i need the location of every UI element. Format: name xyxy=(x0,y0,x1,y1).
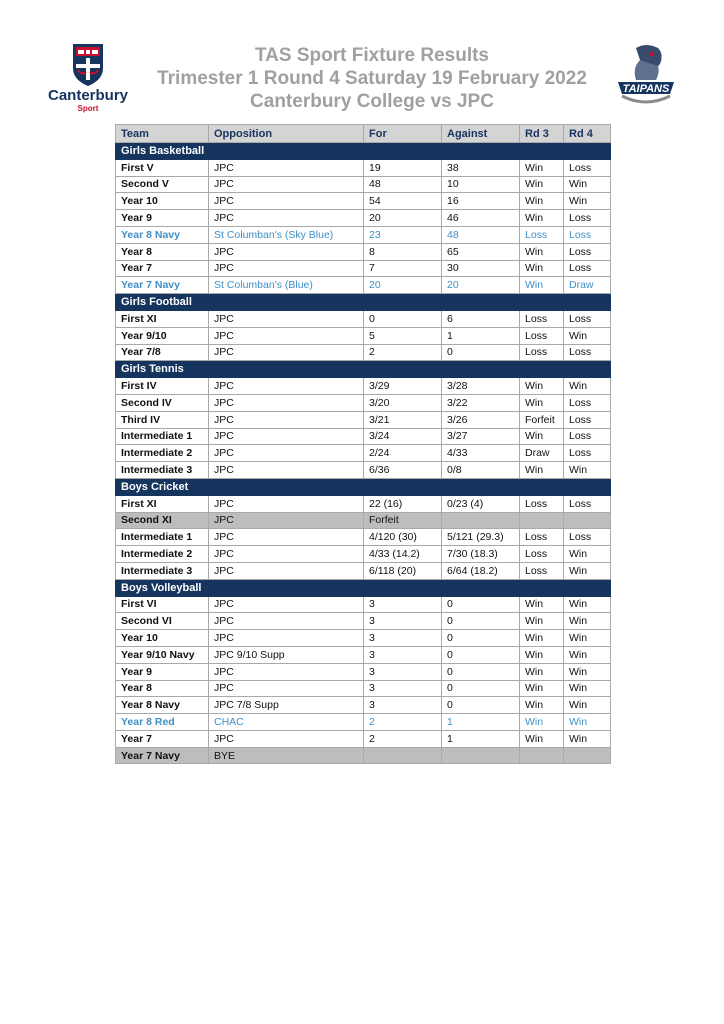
rd4-cell: Win xyxy=(564,714,611,731)
opposition-cell: JPC xyxy=(209,445,364,462)
table-row xyxy=(116,596,611,613)
opposition-cell: JPC xyxy=(209,159,364,176)
opposition-cell: JPC xyxy=(209,176,364,193)
rd3-cell: Draw xyxy=(520,445,564,462)
section-title: Girls Football xyxy=(116,294,611,311)
for-cell: 0 xyxy=(364,310,442,327)
for-cell: 6/118 (20) xyxy=(364,562,442,579)
title-line-3: Canterbury College vs JPC xyxy=(250,91,494,112)
opposition-cell: JPC xyxy=(209,378,364,395)
for-cell: Forfeit xyxy=(364,512,442,529)
rd3-cell: Win xyxy=(520,663,564,680)
for-cell: 6/36 xyxy=(364,462,442,479)
table-row xyxy=(116,394,611,411)
opposition-cell: JPC xyxy=(209,394,364,411)
opposition-cell: JPC xyxy=(209,546,364,563)
rd4-cell: Loss xyxy=(564,310,611,327)
rd3-cell: Win xyxy=(520,697,564,714)
table-row xyxy=(116,529,611,546)
rd4-cell: Win xyxy=(564,327,611,344)
table-header-row xyxy=(116,125,611,143)
against-cell: 0 xyxy=(442,596,520,613)
rd4-cell: Win xyxy=(564,630,611,647)
table-row xyxy=(116,210,611,227)
rd3-cell: Forfeit xyxy=(520,411,564,428)
for-cell: 2 xyxy=(364,714,442,731)
for-cell xyxy=(364,747,442,764)
rd3-cell: Loss xyxy=(520,529,564,546)
opposition-cell: JPC xyxy=(209,327,364,344)
against-cell: 65 xyxy=(442,243,520,260)
opposition-cell: JPC 9/10 Supp xyxy=(209,646,364,663)
opposition-cell: JPC xyxy=(209,462,364,479)
against-cell: 3/26 xyxy=(442,411,520,428)
table-row xyxy=(116,193,611,210)
for-cell: 3 xyxy=(364,630,442,647)
for-cell: 3 xyxy=(364,613,442,630)
rd4-cell xyxy=(564,512,611,529)
for-cell: 20 xyxy=(364,210,442,227)
rd4-cell: Win xyxy=(564,562,611,579)
against-cell: 1 xyxy=(442,327,520,344)
rd3-cell: Win xyxy=(520,730,564,747)
table-row xyxy=(116,546,611,563)
team-cell: Year 9/10 xyxy=(116,327,209,344)
team-cell: Year 9/10 Navy xyxy=(116,646,209,663)
rd4-cell: Loss xyxy=(564,226,611,243)
opposition-cell: JPC xyxy=(209,663,364,680)
table-row xyxy=(116,495,611,512)
svg-text:Sport: Sport xyxy=(77,104,99,113)
rd3-cell: Win xyxy=(520,159,564,176)
for-cell: 48 xyxy=(364,176,442,193)
col-header-against: Against xyxy=(442,125,520,143)
team-cell: Year 8 xyxy=(116,680,209,697)
opposition-cell: JPC xyxy=(209,193,364,210)
rd4-cell: Loss xyxy=(564,260,611,277)
against-cell: 3/28 xyxy=(442,378,520,395)
table-row xyxy=(116,277,611,294)
rd4-cell xyxy=(564,747,611,764)
for-cell: 5 xyxy=(364,327,442,344)
opposition-cell: JPC xyxy=(209,512,364,529)
team-cell: Year 10 xyxy=(116,630,209,647)
against-cell: 0/23 (4) xyxy=(442,495,520,512)
against-cell: 3/22 xyxy=(442,394,520,411)
rd3-cell xyxy=(520,512,564,529)
opposition-cell: JPC xyxy=(209,562,364,579)
against-cell: 0/8 xyxy=(442,462,520,479)
rd3-cell: Win xyxy=(520,596,564,613)
rd4-cell: Loss xyxy=(564,495,611,512)
rd3-cell: Win xyxy=(520,193,564,210)
rd3-cell: Win xyxy=(520,630,564,647)
rd4-cell: Loss xyxy=(564,344,611,361)
col-header-for: For xyxy=(364,125,442,143)
table-row xyxy=(116,428,611,445)
against-cell: 0 xyxy=(442,680,520,697)
for-cell: 22 (16) xyxy=(364,495,442,512)
team-cell: First IV xyxy=(116,378,209,395)
against-cell: 6/64 (18.2) xyxy=(442,562,520,579)
table-row xyxy=(116,562,611,579)
table-row xyxy=(116,243,611,260)
for-cell: 54 xyxy=(364,193,442,210)
for-cell: 3 xyxy=(364,663,442,680)
opposition-cell: JPC 7/8 Supp xyxy=(209,697,364,714)
team-cell: First VI xyxy=(116,596,209,613)
opposition-cell: JPC xyxy=(209,730,364,747)
opposition-cell: JPC xyxy=(209,529,364,546)
team-cell: First XI xyxy=(116,495,209,512)
rd3-cell: Win xyxy=(520,176,564,193)
team-cell: Intermediate 1 xyxy=(116,529,209,546)
against-cell: 20 xyxy=(442,277,520,294)
for-cell: 3/24 xyxy=(364,428,442,445)
section-header-row xyxy=(116,579,611,596)
rd4-cell: Win xyxy=(564,193,611,210)
rd3-cell: Win xyxy=(520,243,564,260)
for-cell: 3 xyxy=(364,680,442,697)
rd4-cell: Loss xyxy=(564,411,611,428)
svg-text:Canterbury: Canterbury xyxy=(47,87,129,104)
opposition-cell: JPC xyxy=(209,680,364,697)
rd3-cell: Win xyxy=(520,428,564,445)
rd4-cell: Win xyxy=(564,462,611,479)
against-cell: 10 xyxy=(442,176,520,193)
section-header-row xyxy=(116,361,611,378)
team-cell: First XI xyxy=(116,310,209,327)
table-row xyxy=(116,714,611,731)
table-row xyxy=(116,445,611,462)
against-cell: 0 xyxy=(442,630,520,647)
team-cell: Intermediate 1 xyxy=(116,428,209,445)
rd3-cell: Win xyxy=(520,277,564,294)
against-cell: 0 xyxy=(442,344,520,361)
title-line-1: TAS Sport Fixture Results xyxy=(254,45,489,66)
team-cell: Year 9 xyxy=(116,210,209,227)
rd3-cell: Win xyxy=(520,260,564,277)
against-cell: 38 xyxy=(442,159,520,176)
team-cell: Intermediate 3 xyxy=(116,462,209,479)
against-cell: 5/121 (29.3) xyxy=(442,529,520,546)
rd4-cell: Loss xyxy=(564,445,611,462)
table-row xyxy=(116,646,611,663)
table-row xyxy=(116,680,611,697)
opposition-cell: JPC xyxy=(209,495,364,512)
table-row xyxy=(116,260,611,277)
section-title: Girls Basketball xyxy=(116,143,611,160)
rd4-cell: Win xyxy=(564,176,611,193)
rd3-cell: Win xyxy=(520,378,564,395)
rd3-cell: Win xyxy=(520,613,564,630)
for-cell: 3/21 xyxy=(364,411,442,428)
team-cell: Intermediate 2 xyxy=(116,445,209,462)
against-cell: 0 xyxy=(442,613,520,630)
against-cell: 4/33 xyxy=(442,445,520,462)
table-row xyxy=(116,730,611,747)
section-title: Girls Tennis xyxy=(116,361,611,378)
rd3-cell: Win xyxy=(520,462,564,479)
results-table xyxy=(115,124,611,764)
against-cell xyxy=(442,512,520,529)
for-cell: 3 xyxy=(364,697,442,714)
for-cell: 19 xyxy=(364,159,442,176)
opposition-cell: St Columban's (Blue) xyxy=(209,277,364,294)
rd4-cell: Win xyxy=(564,646,611,663)
table-row xyxy=(116,663,611,680)
svg-text:TAIPANS: TAIPANS xyxy=(622,83,670,95)
col-header-team: Team xyxy=(116,125,209,143)
table-row xyxy=(116,327,611,344)
table-row xyxy=(116,226,611,243)
col-header-rd3: Rd 3 xyxy=(520,125,564,143)
rd4-cell: Draw xyxy=(564,277,611,294)
opposition-cell: JPC xyxy=(209,411,364,428)
rd4-cell: Loss xyxy=(564,159,611,176)
for-cell: 2/24 xyxy=(364,445,442,462)
for-cell: 3/20 xyxy=(364,394,442,411)
team-cell: First V xyxy=(116,159,209,176)
rd3-cell: Loss xyxy=(520,546,564,563)
table-row xyxy=(116,697,611,714)
opposition-cell: JPC xyxy=(209,630,364,647)
table-row xyxy=(116,512,611,529)
opposition-cell: JPC xyxy=(209,310,364,327)
against-cell: 7/30 (18.3) xyxy=(442,546,520,563)
rd3-cell: Loss xyxy=(520,344,564,361)
rd4-cell: Win xyxy=(564,613,611,630)
for-cell: 3/29 xyxy=(364,378,442,395)
against-cell: 1 xyxy=(442,730,520,747)
rd3-cell: Loss xyxy=(520,562,564,579)
table-row xyxy=(116,462,611,479)
team-cell: Second VI xyxy=(116,613,209,630)
against-cell: 1 xyxy=(442,714,520,731)
against-cell: 46 xyxy=(442,210,520,227)
table-row xyxy=(116,159,611,176)
rd3-cell: Win xyxy=(520,680,564,697)
rd3-cell: Loss xyxy=(520,327,564,344)
table-row xyxy=(116,613,611,630)
opposition-cell: JPC xyxy=(209,210,364,227)
team-cell: Year 8 Navy xyxy=(116,697,209,714)
team-cell: Third IV xyxy=(116,411,209,428)
team-cell: Year 8 xyxy=(116,243,209,260)
col-header-rd4: Rd 4 xyxy=(564,125,611,143)
against-cell xyxy=(442,747,520,764)
team-cell: Year 7 xyxy=(116,260,209,277)
rd4-cell: Loss xyxy=(564,394,611,411)
taipans-logo xyxy=(606,42,686,112)
title-line-2: Trimester 1 Round 4 Saturday 19 February 2022 xyxy=(157,68,587,89)
against-cell: 6 xyxy=(442,310,520,327)
team-cell: Year 7 Navy xyxy=(116,277,209,294)
for-cell: 20 xyxy=(364,277,442,294)
rd4-cell: Win xyxy=(564,546,611,563)
against-cell: 30 xyxy=(442,260,520,277)
team-cell: Year 7 xyxy=(116,730,209,747)
rd3-cell: Loss xyxy=(520,310,564,327)
rd4-cell: Win xyxy=(564,680,611,697)
against-cell: 0 xyxy=(442,697,520,714)
team-cell: Second XI xyxy=(116,512,209,529)
rd3-cell: Loss xyxy=(520,495,564,512)
table-row xyxy=(116,310,611,327)
rd4-cell: Loss xyxy=(564,428,611,445)
rd4-cell: Loss xyxy=(564,243,611,260)
rd4-cell: Win xyxy=(564,596,611,613)
opposition-cell: St Columban's (Sky Blue) xyxy=(209,226,364,243)
for-cell: 3 xyxy=(364,596,442,613)
opposition-cell: JPC xyxy=(209,243,364,260)
rd3-cell: Win xyxy=(520,210,564,227)
against-cell: 3/27 xyxy=(442,428,520,445)
team-cell: Intermediate 2 xyxy=(116,546,209,563)
team-cell: Intermediate 3 xyxy=(116,562,209,579)
opposition-cell: CHAC xyxy=(209,714,364,731)
opposition-cell: JPC xyxy=(209,260,364,277)
against-cell: 16 xyxy=(442,193,520,210)
opposition-cell: JPC xyxy=(209,613,364,630)
rd4-cell: Win xyxy=(564,697,611,714)
for-cell: 8 xyxy=(364,243,442,260)
for-cell: 2 xyxy=(364,344,442,361)
section-header-row xyxy=(116,478,611,495)
for-cell: 7 xyxy=(364,260,442,277)
for-cell: 23 xyxy=(364,226,442,243)
page-titles xyxy=(140,44,604,113)
team-cell: Year 8 Red xyxy=(116,714,209,731)
table-row xyxy=(116,378,611,395)
rd3-cell: Win xyxy=(520,714,564,731)
team-cell: Second IV xyxy=(116,394,209,411)
section-title: Boys Volleyball xyxy=(116,579,611,596)
rd3-cell xyxy=(520,747,564,764)
table-row xyxy=(116,344,611,361)
rd4-cell: Win xyxy=(564,730,611,747)
rd3-cell: Win xyxy=(520,394,564,411)
team-cell: Second V xyxy=(116,176,209,193)
team-cell: Year 9 xyxy=(116,663,209,680)
table-row xyxy=(116,630,611,647)
rd4-cell: Loss xyxy=(564,210,611,227)
opposition-cell: JPC xyxy=(209,344,364,361)
table-row xyxy=(116,747,611,764)
team-cell: Year 10 xyxy=(116,193,209,210)
rd3-cell: Win xyxy=(520,646,564,663)
opposition-cell: JPC xyxy=(209,428,364,445)
against-cell: 0 xyxy=(442,646,520,663)
for-cell: 4/33 (14.2) xyxy=(364,546,442,563)
col-header-opposition: Opposition xyxy=(209,125,364,143)
for-cell: 4/120 (30) xyxy=(364,529,442,546)
rd4-cell: Win xyxy=(564,378,611,395)
team-cell: Year 8 Navy xyxy=(116,226,209,243)
opposition-cell: JPC xyxy=(209,596,364,613)
section-header-row xyxy=(116,143,611,160)
table-row xyxy=(116,176,611,193)
opposition-cell: BYE xyxy=(209,747,364,764)
rd4-cell: Loss xyxy=(564,529,611,546)
table-row xyxy=(116,411,611,428)
against-cell: 0 xyxy=(442,663,520,680)
section-title: Boys Cricket xyxy=(116,478,611,495)
rd4-cell: Win xyxy=(564,663,611,680)
for-cell: 2 xyxy=(364,730,442,747)
canterbury-sport-logo xyxy=(40,42,136,114)
results-body xyxy=(116,143,611,764)
team-cell: Year 7 Navy xyxy=(116,747,209,764)
team-cell: Year 7/8 xyxy=(116,344,209,361)
for-cell: 3 xyxy=(364,646,442,663)
against-cell: 48 xyxy=(442,226,520,243)
section-header-row xyxy=(116,294,611,311)
rd3-cell: Loss xyxy=(520,226,564,243)
